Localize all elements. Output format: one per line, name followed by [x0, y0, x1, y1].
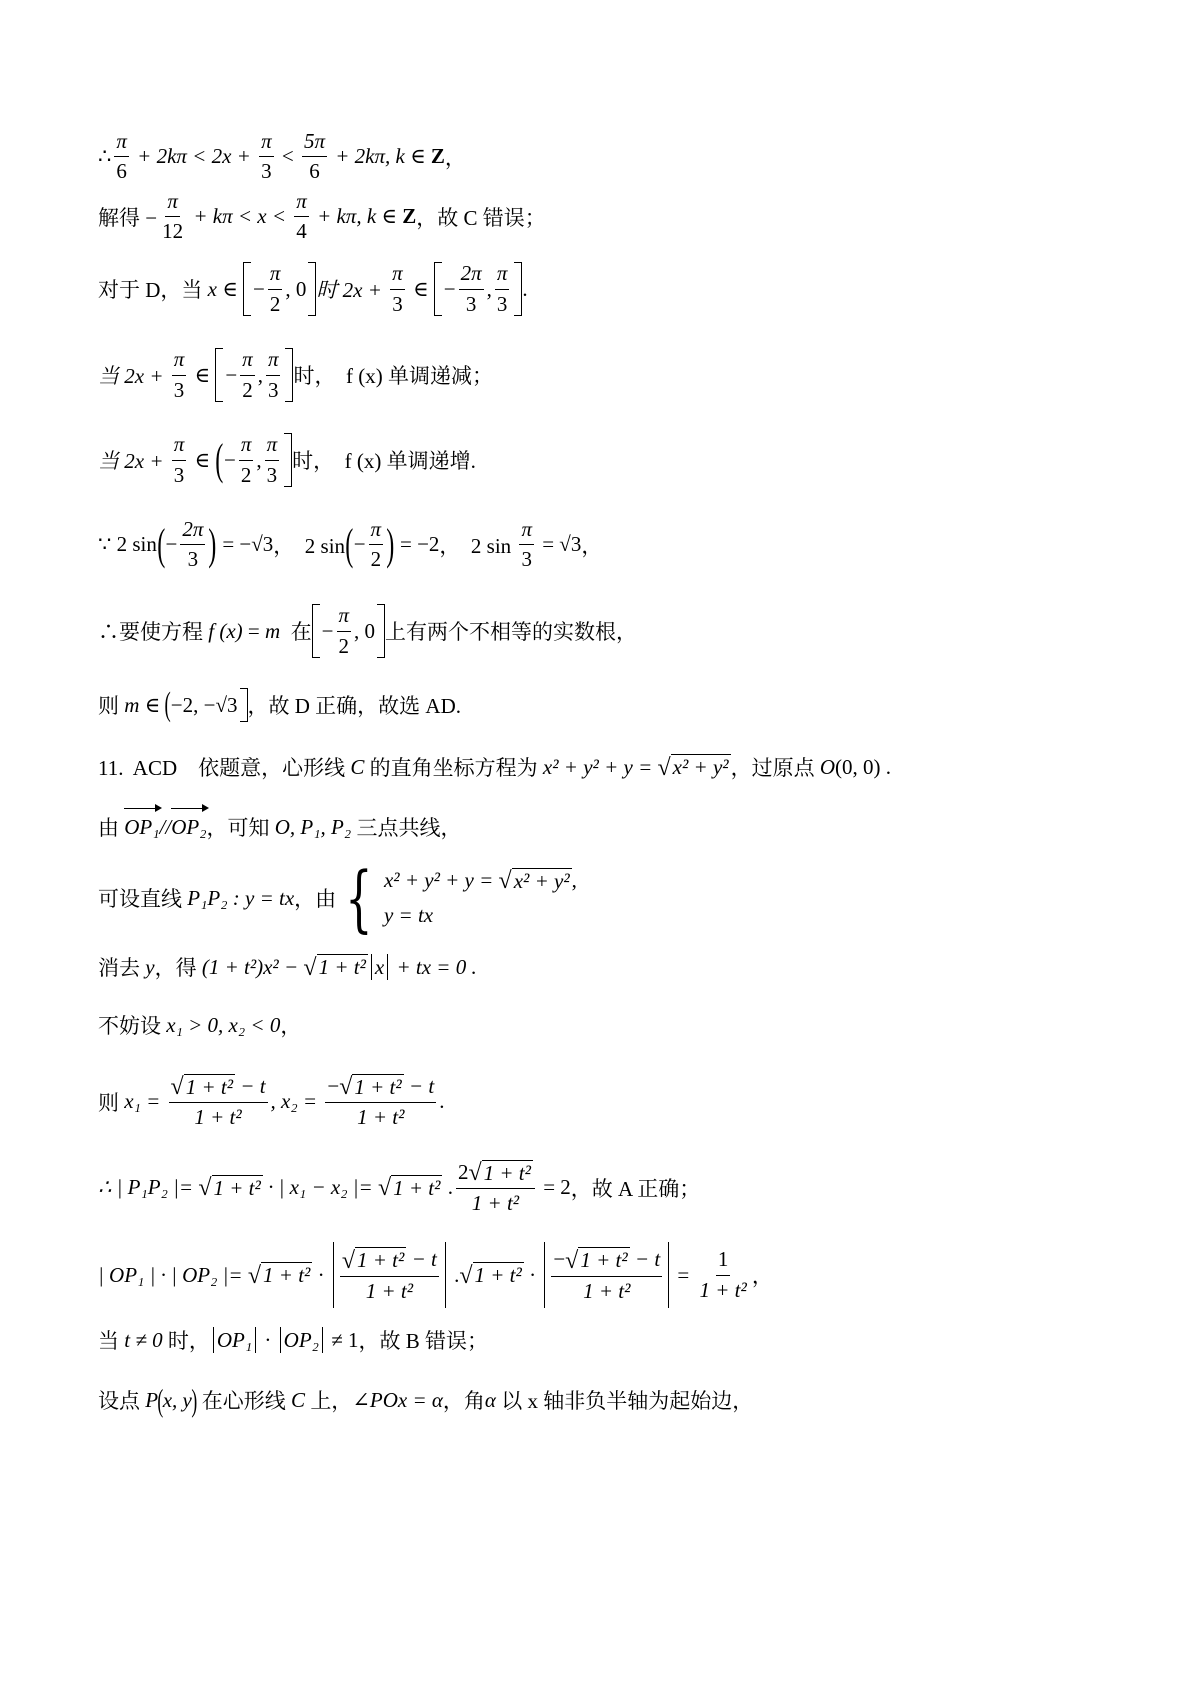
sqrt-expression: √ x² + y²	[657, 754, 729, 781]
fraction-x2: − √ 1 + t² − t 1 + t²	[327, 1074, 435, 1130]
line-10: 由 OP₁ // OP₂ ，可知 O, P₁, P₂ 三点共线，	[98, 814, 462, 840]
line-8: 则 m ∈ ( −2, −√3 ，故 D 正确，故选 AD.	[98, 686, 462, 723]
line-2: 解得 − $\frac{\pi}{12}$ + kπ < x < π 4 + kπ, k ∈ Z ，故 C 错误；	[98, 189, 546, 244]
fraction-pi-6: π 6	[116, 129, 127, 184]
line-17: 当 t ≠ 0 时， OP₁ · OP₂ ≠ 1 ，故 B 错误；	[98, 1327, 489, 1353]
left-brace: {	[345, 856, 373, 940]
fraction-x1: √ 1 + t² − t 1 + t²	[170, 1074, 266, 1130]
fraction-pi-3: $\frac{\pi}{3}$	[261, 129, 272, 184]
vector-op2: OP₂	[171, 814, 207, 839]
line-5: 当 2x + $\frac{\pi}{3}$ ∈ ( − $\frac{\pi}{2}$ , π 3 时， f (x) 单调递增.	[98, 432, 476, 487]
fraction-pi-4: π 4	[296, 189, 307, 244]
inequality-text: + 2kπ < 2x +	[131, 144, 257, 169]
fraction-pi-12: $\frac{\pi}{12}$	[162, 189, 184, 244]
question-number: 11. ACD 依题意，心形线	[98, 756, 351, 780]
right-bracket	[308, 262, 316, 316]
equation-system: { x² + y² + y = √ x² + y² , y = tx	[345, 856, 577, 940]
line-4: 当 2x + $\frac{\pi}{3}$ ∈ − $\frac{\pi}{2}$ , π 3 时， f (x) 单调递减；	[98, 347, 493, 402]
line-7: ∴要使方程 f (x) = m 在 − $\frac{\pi}{2}$ , 0 上有两个不相等的实数根，	[98, 603, 638, 658]
line-12: 消去 y ，得 (1 + t²)x² − √ 1 + t² x + tx = 0 .	[98, 954, 477, 981]
vector-op1: OP₁	[124, 814, 160, 839]
line-6: ∵ 2 sin ( − $\frac{2\pi}{3}$ ) = −√3 ， 2 sin ( − $\frac{\pi}{2}$ ) = −2 ， 2 sin $\frac{\pi}{3}$ = √3 ，	[98, 517, 603, 572]
line-18: 设点 P ( x, y ) 在心形线 C 上， ∠POx = α ，角 α 以 x 轴非负半轴为起始边，	[98, 1382, 754, 1418]
line-9: 11. ACD 依题意，心形线 C 的直角坐标方程为 x² + y² + y = √ x² + y² ，过原点 O (0, 0) .	[98, 752, 891, 782]
line-16: | OP₁ | · | OP₂ |= √ 1 + t² · √ 1 + t² − t 1 + t² . √ 1 + t² · − √ 1 + t² − t 1 + t² = $\frac{1}{\text{1 + t²}}$ ，	[98, 1242, 773, 1308]
fraction-5pi-6: 5π 6	[303, 129, 325, 184]
therefore-symbol: ∴	[98, 144, 112, 169]
line-3: 对于 D，当 x ∈ − $\frac{\pi}{2}$ , 0 时 2x + $\frac{\pi}{3}$ ∈ − $\frac{2\pi}{3}$ , π 3 .	[98, 261, 528, 316]
line-15: ∴ | P₁P₂ |= √ 1 + t² · | x₁ − x₂ |= √ 1 + t² . 2 √ 1 + t² 1 + t² = 2 ，故 A 正确；	[98, 1160, 701, 1216]
line-13: 不妨设 x₁ > 0, x₂ < 0 ，	[98, 1012, 302, 1038]
left-paren: (	[215, 435, 224, 484]
line-11: 可设直线 P₁P₂ : y = tx ，由 { x² + y² + y = √ x² + y² , y = tx	[98, 856, 577, 940]
line-1: ∴ π 6 + 2kπ < 2x + $\frac{\pi}{3}$ < 5π 6 + 2kπ, k ∈ Z ，	[98, 129, 466, 184]
line-14: 则 x₁ = √ 1 + t² − t 1 + t² , x₂ = − √ 1 + t² − t 1 + t² .	[98, 1074, 445, 1130]
left-bracket	[243, 262, 251, 316]
integer-set: Z	[430, 144, 445, 169]
